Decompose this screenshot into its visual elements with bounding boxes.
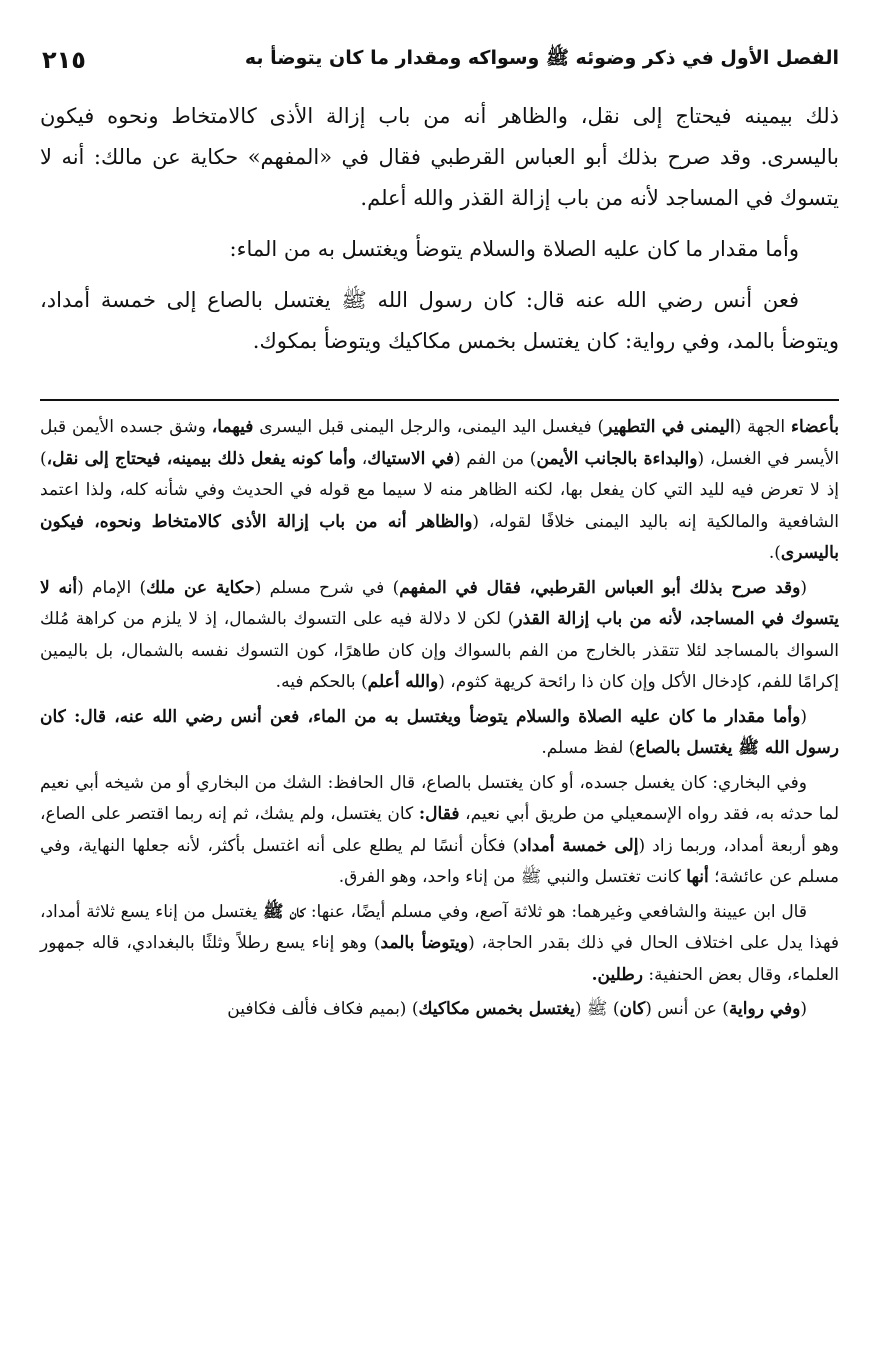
running-header bbox=[40, 40, 839, 80]
quoted-lemma: بأعضاء bbox=[791, 417, 839, 437]
commentary-text: ) وهو إناء يسع رطلاً وثلثًا بالبغدادي، قاله جمهور العلماء، وقال بعض الحنفية: bbox=[40, 933, 839, 985]
commentary-text: ) فكأن أنسًا لم يطلع على أنه اغتسل بأكثر، لأنه جعلها النهاية، وفي مسلم عن عائشة؛ bbox=[40, 835, 839, 887]
quoted-lemma: حكاية عن ملك bbox=[146, 577, 255, 598]
commentary-text: ). bbox=[768, 543, 781, 563]
quoted-lemma: يغتسل بخمس مكاكيك bbox=[418, 999, 575, 1019]
commentary-text: ) إذ لا تعرض فيه لليد التي كان يفعل بها، لكنه الظاهر منه لا سيما مع قوله في الحديث وفي شأنه كله، ولذا اعتمد الشافعية والمالكية إنه باليد اليمنى خلافًا لقوله، ( bbox=[40, 448, 839, 532]
commentary bbox=[40, 412, 839, 1029]
page-number: ٢١٥ bbox=[42, 46, 86, 74]
commentary-text: ) ﷺ ( bbox=[574, 999, 620, 1019]
commentary-text: ) الإمام ( bbox=[77, 577, 147, 598]
main-paragraph: وأما مقدار ما كان عليه الصلاة والسلام يتوضأ ويغتسل به من الماء: bbox=[229, 237, 799, 261]
commentary-text: يغتسل من إناء يسع ثلاثة أمداد، فهذا يدل على اختلاف الحال في ذلك بقدر الحاجة، ( bbox=[40, 901, 839, 953]
quoted-lemma: وأما مقدار ما كان عليه الصلاة والسلام يتوضأ ويغتسل به من الماء، فعن أنس رضي الله عنه، قال: كان رسول الله ﷺ يغتسل بالصاع bbox=[40, 706, 839, 758]
commentary-text: قال ابن عيينة والشافعي وغيرهما: هو ثلاثة آصع، وفي مسلم أيضًا، عنها: bbox=[305, 901, 807, 922]
quoted-lemma: كان ﷺ bbox=[263, 901, 306, 922]
chapter-title: الفصل الأول في ذكر وضوئه ﷺ وسواكه ومقدار ما كان يتوضأ به bbox=[244, 47, 839, 69]
commentary-text: ، bbox=[355, 448, 368, 469]
commentary-paragraph bbox=[40, 768, 839, 894]
commentary-text: ) في شرح مسلم ( bbox=[254, 577, 400, 598]
quoted-lemma: وقد صرح بذلك أبو العباس القرطبي، فقال في المفهم bbox=[399, 577, 801, 598]
commentary-paragraph bbox=[40, 573, 839, 699]
footnote-divider bbox=[40, 399, 839, 401]
commentary-text: ( bbox=[800, 577, 807, 598]
commentary-paragraph bbox=[40, 897, 839, 992]
main-paragraph: فعن أنس رضي الله عنه قال: كان رسول الله ﷺ يغتسل بالصاع إلى خمسة أمداد، ويتوضأ بالمد، وفي رواية: كان يغتسل بخمس مكاكيك ويتوضأ بمكوك. bbox=[40, 288, 839, 353]
commentary-text: ) فيغسل اليد اليمنى، والرجل اليمنى قبل اليسرى bbox=[253, 417, 605, 437]
commentary-text: ) (بميم فكاف فألف فكافين bbox=[227, 999, 419, 1019]
commentary-text: وفي البخاري: كان يغسل جسده، أو كان يغتسل بالصاع، قال الحافظ: الشك من البخاري أو من شيخه أبي نعيم لما حدثه به، فقد رواه الإسمعيلي من طريق أبي نعيم، bbox=[40, 772, 839, 824]
commentary-text: ) عن أنس ( bbox=[645, 999, 729, 1019]
commentary-paragraph bbox=[40, 412, 839, 570]
commentary-paragraph bbox=[40, 994, 839, 1026]
quoted-lemma: في الاستياك bbox=[367, 448, 454, 469]
commentary-text: ) بالحكم فيه. bbox=[275, 672, 368, 692]
commentary-text: ) من الفم ( bbox=[453, 448, 537, 469]
commentary-paragraph bbox=[40, 702, 839, 765]
commentary-text: وشق جسده الأيمن قبل الأيسر في الغسل، ( bbox=[40, 417, 840, 469]
quoted-lemma: والله أعلم bbox=[367, 672, 439, 692]
commentary-text: كانت تغتسل والنبي ﷺ من إناء واحد، وهو الفرق. bbox=[338, 867, 687, 887]
quoted-lemma: رطلين. bbox=[591, 964, 643, 985]
quoted-lemma: إلى خمسة أمداد bbox=[519, 835, 639, 856]
quoted-lemma: أنه لا يتسوك في المساجد، لأنه من باب إزالة القذر bbox=[40, 577, 839, 629]
quoted-lemma: كان bbox=[619, 999, 646, 1019]
main-paragraph: ذلك بيمينه فيحتاج إلى نقل، والظاهر أنه من باب إزالة الأذى كالامتخاط ونحوه فيكون باليسرى. وقد صرح بذلك أبو العباس القرطبي فقال في «المفهم» حكاية عن مالك: أنه لا يتسوك في المساجد لأنه من باب إزالة القذر والله أعلم. bbox=[40, 104, 839, 210]
quoted-lemma: اليمنى في التطهير bbox=[604, 417, 735, 437]
commentary-text: الجهة ( bbox=[734, 417, 791, 437]
commentary-text: ( bbox=[800, 706, 807, 727]
quoted-lemma: أنها bbox=[686, 867, 709, 887]
main-text bbox=[40, 96, 839, 372]
quoted-lemma: وأما كونه يفعل ذلك بيمينه، فيحتاج إلى نقل، bbox=[46, 448, 356, 469]
commentary-text: ) لكن لا دلالة فيه على التسوك بالشمال، إذ لا يلزم من كراهة مُلك السواك بالمساجد لئلا تتقذر بالخارج من الفم بالسواك وإن كان طاهرًا، كون التسوك نفسه بالشمال، بل باليمين إكرامًا للفم، كإدخال الأكل وإن كان ذا رائحة كريهة كثوم، ( bbox=[40, 609, 839, 692]
commentary-text: ) لفظ مسلم. bbox=[541, 738, 636, 758]
quoted-lemma: والبداءة بالجانب الأيمن bbox=[536, 448, 698, 469]
quoted-lemma: ويتوضأ بالمد bbox=[380, 933, 469, 953]
quoted-lemma: فيهما، bbox=[211, 417, 254, 437]
quoted-lemma: فقال: bbox=[418, 804, 460, 824]
quoted-lemma: وفي رواية bbox=[728, 999, 801, 1019]
commentary-text: ( bbox=[800, 999, 807, 1019]
commentary-text: كان يغتسل، ولم يشك، ثم إنه ربما اقتصر على الصاع، وهو أربعة أمداد، وربما زاد ( bbox=[40, 804, 839, 856]
quoted-lemma: والظاهر أنه من باب إزالة الأذى كالامتخاط ونحوه، فيكون باليسرى bbox=[40, 511, 839, 563]
